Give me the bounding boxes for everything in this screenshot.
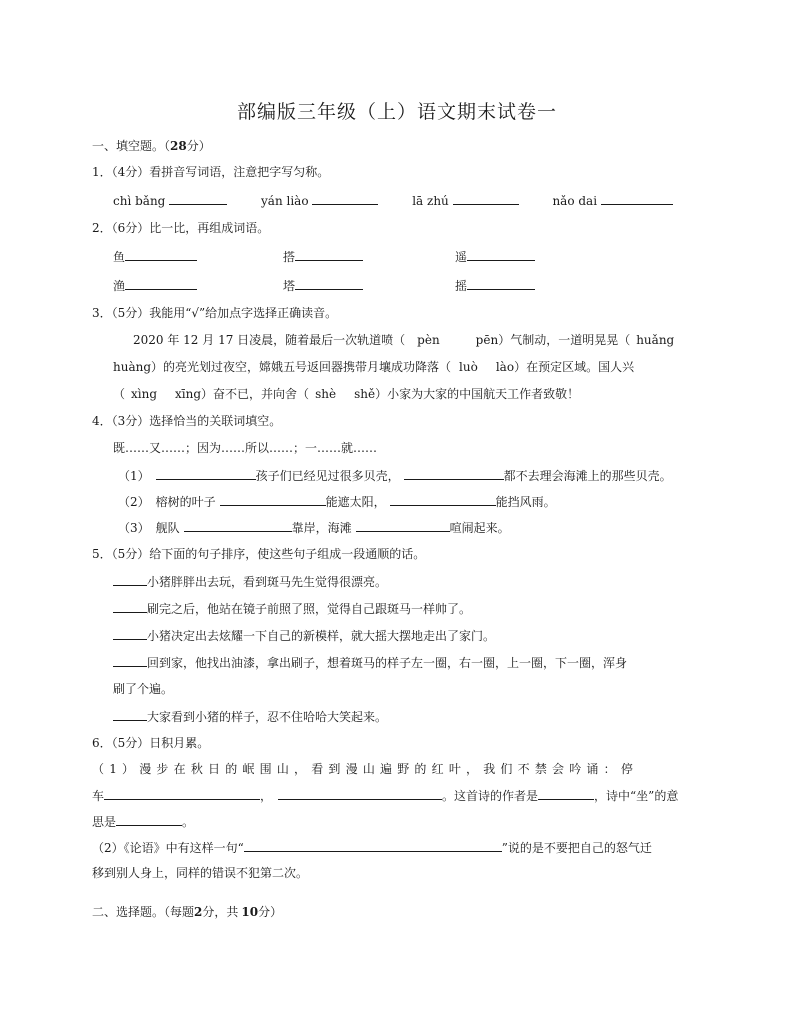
q5-blank-5[interactable]	[113, 707, 147, 721]
q6-blank-4[interactable]	[116, 812, 182, 826]
q3-label: 3．（5分）我能用“√”给加点字选择正确读音。	[92, 306, 338, 320]
q4-s3-a: 舰队	[155, 521, 180, 535]
q5-sentence-3	[113, 626, 495, 644]
q2-row-2	[113, 276, 535, 294]
q4-s1-end: 都不去理会海滩上的那些贝壳。	[503, 469, 672, 483]
q4-blank-5[interactable]	[184, 518, 292, 532]
q1-item-1: chì bǎng	[113, 194, 166, 208]
q4-s3-mid: 靠岸，海滩	[291, 521, 352, 535]
q6-p2-a: （2）《论语》中有这样一句“	[92, 841, 244, 855]
q2-char-4: 渔	[113, 279, 126, 293]
q3-option-pen1[interactable]: pēn	[475, 333, 499, 347]
q3-text-1b: ）气制动，一道明晃晃（	[498, 333, 631, 347]
q2-char-6: 摇	[455, 279, 468, 293]
q6-p1c-text: 思是	[92, 815, 117, 829]
q6-p1c-end: 。	[182, 815, 195, 829]
q6-p1b-c: 。这首诗的作者是	[442, 789, 539, 803]
q3-option-xing4[interactable]: xìng	[131, 387, 158, 401]
q5-sentence-4	[113, 653, 627, 671]
q2-char-2: 搭	[283, 250, 296, 264]
q4-num-1: （1）	[118, 469, 150, 483]
section-1-score: 28	[170, 139, 187, 153]
q4-sentence-1	[118, 466, 672, 484]
q6-p2	[92, 838, 652, 856]
q5-s5-text: 大家看到小猪的样子，忍不住哈哈大笑起来。	[147, 710, 388, 724]
q2-char-3: 遥	[455, 250, 468, 264]
q2-blank-1[interactable]	[125, 247, 197, 261]
section-2-heading	[92, 903, 282, 920]
q2-char-1: 鱼	[113, 250, 126, 264]
q3-option-xing1[interactable]: xīng	[175, 387, 202, 401]
q3-line-2	[113, 358, 634, 375]
q6-blank-2[interactable]	[278, 786, 442, 800]
q3-text-3b: ）奋不已，并向舍（	[201, 387, 310, 401]
q3-option-huang4[interactable]: huàng	[113, 360, 152, 374]
q3-text-3a: （	[113, 387, 126, 401]
q3-option-she4[interactable]: shè	[315, 387, 337, 401]
q4-blank-3[interactable]	[220, 492, 326, 506]
q4-blank-2[interactable]	[404, 466, 504, 480]
q3-option-luo4[interactable]: luò	[459, 360, 478, 374]
q1-blank-2[interactable]	[312, 191, 378, 205]
q2-blank-6[interactable]	[467, 276, 535, 290]
section-1-suffix: 分）	[186, 139, 211, 153]
q3-text-1a: 2020 年 12 月 17 日凌晨，随着最后一次轨道喷（	[133, 333, 406, 347]
section-2-n2: 10	[241, 905, 259, 919]
q5-blank-2[interactable]	[113, 599, 147, 613]
q2-blank-5[interactable]	[295, 276, 363, 290]
q2-label: 2．（6分）比一比，再组成词语。	[92, 221, 270, 235]
section-1-prefix: 一、填空题。（	[92, 139, 171, 153]
q2-blank-2[interactable]	[295, 247, 363, 261]
q6-p1: （1）漫步在秋日的岷围山，看到漫山遍野的红叶，我们不禁会吟诵：停	[92, 762, 639, 776]
q3-option-she3[interactable]: shě	[354, 387, 376, 401]
q4-num-2: （2）	[118, 495, 150, 509]
q5-blank-1[interactable]	[113, 572, 147, 586]
q4-options: 既……又……；因为……所以……；一……就……	[113, 441, 378, 455]
q6-p1b-d: ，诗中“坐”的意	[594, 789, 679, 803]
q4-blank-6[interactable]	[356, 518, 450, 532]
q6-p1b-a: 车	[92, 789, 105, 803]
q4-num-3: （3）	[118, 521, 150, 535]
q4-s2-end: 能挡风雨。	[495, 495, 556, 509]
q3-option-huang3[interactable]: huǎng	[636, 333, 675, 347]
q5-sentence-4b: 刷了个遍。	[113, 682, 174, 696]
q5-s3-text: 小猪决定出去炫耀一下自己的新模样，就大摇大摆地走出了家门。	[147, 629, 496, 643]
q4-blank-4[interactable]	[390, 492, 496, 506]
section-2-prefix: 二、选择题。（每题	[92, 905, 195, 919]
q4-sentence-3	[118, 518, 510, 536]
q6-blank-1[interactable]	[104, 786, 260, 800]
q1-label: 1．（4分）看拼音写词语，注意把字写匀称。	[92, 165, 330, 179]
q5-label: 5．（5分）给下面的句子排序，使这些句子组成一段通顺的话。	[92, 547, 426, 561]
section-2-suffix: 分）	[258, 905, 283, 919]
q1-blank-4[interactable]	[601, 191, 673, 205]
q5-s1-text: 小猪胖胖出去玩，看到斑马先生觉得很漂亮。	[147, 575, 388, 589]
section-1-heading	[92, 137, 211, 154]
q4-s2-mid: 能遮太阳，	[325, 495, 386, 509]
q6-p2-b: ”说的是不要把自己的怒气迁	[501, 841, 652, 855]
q6-p1b-b: ，	[260, 789, 273, 803]
q1-blank-1[interactable]	[169, 191, 227, 205]
q4-s3-end: 喧闹起来。	[449, 521, 510, 535]
q2-char-5: 塔	[283, 279, 296, 293]
q3-text-2b: ）在预定区域。国人兴	[514, 360, 635, 374]
q5-sentence-5	[113, 707, 387, 725]
q1-item-4: nǎo dai	[552, 194, 598, 208]
q5-s4-text: 回到家，他找出油漆，拿出刷子，想着斑马的样子左一圈，右一圈，上一圈，下一圈，浑身	[147, 656, 628, 670]
q2-blank-4[interactable]	[125, 276, 197, 290]
q3-line-3	[113, 385, 579, 402]
q2-row-1	[113, 247, 535, 265]
q5-sentence-1	[113, 572, 387, 590]
q4-s1-mid: 孩子们已经见过很多贝壳，	[255, 469, 400, 483]
q3-option-pen4[interactable]: pèn	[417, 333, 440, 347]
q6-p1c	[92, 812, 194, 830]
section-2-n1: 2	[194, 905, 203, 919]
q4-blank-1[interactable]	[156, 466, 256, 480]
q6-p1b	[92, 786, 678, 804]
q5-blank-3[interactable]	[113, 626, 147, 640]
q4-s2-a: 榕树的叶子	[155, 495, 216, 509]
q5-sentence-2	[113, 599, 471, 617]
q1-item-2: yán liào	[261, 194, 309, 208]
q1-item-3: lā zhú	[412, 194, 449, 208]
q4-sentence-2	[118, 492, 556, 510]
q4-label: 4．（3分）选择恰当的关联词填空。	[92, 414, 282, 428]
q6-blank-3[interactable]	[538, 786, 594, 800]
q6-p2c: 移到别人身上，同样的错误不犯第二次。	[92, 866, 309, 880]
page-title: 部编版三年级（上）语文期末试卷一	[236, 101, 557, 123]
q3-text-2a: ）的亮光划过夜空，嫦娥五号返回器携带月壤成功降落（	[151, 360, 452, 374]
q6-blank-5[interactable]	[244, 838, 502, 852]
q3-line-1	[133, 331, 674, 348]
q5-s2-text: 刷完之后，他站在镜子前照了照，觉得自己跟斑马一样帅了。	[147, 602, 472, 616]
q1-blank-3[interactable]	[453, 191, 519, 205]
q6-label: 6．（5分）日积月累。	[92, 736, 210, 750]
q2-blank-3[interactable]	[467, 247, 535, 261]
section-2-mid: 分，共	[202, 905, 239, 919]
q3-option-lao4[interactable]: lào	[495, 360, 515, 374]
q3-text-3c: ）小家为大家的中国航天工作者致敬！	[375, 387, 580, 401]
q1-pinyin-row	[113, 191, 673, 208]
q5-blank-4[interactable]	[113, 653, 147, 667]
